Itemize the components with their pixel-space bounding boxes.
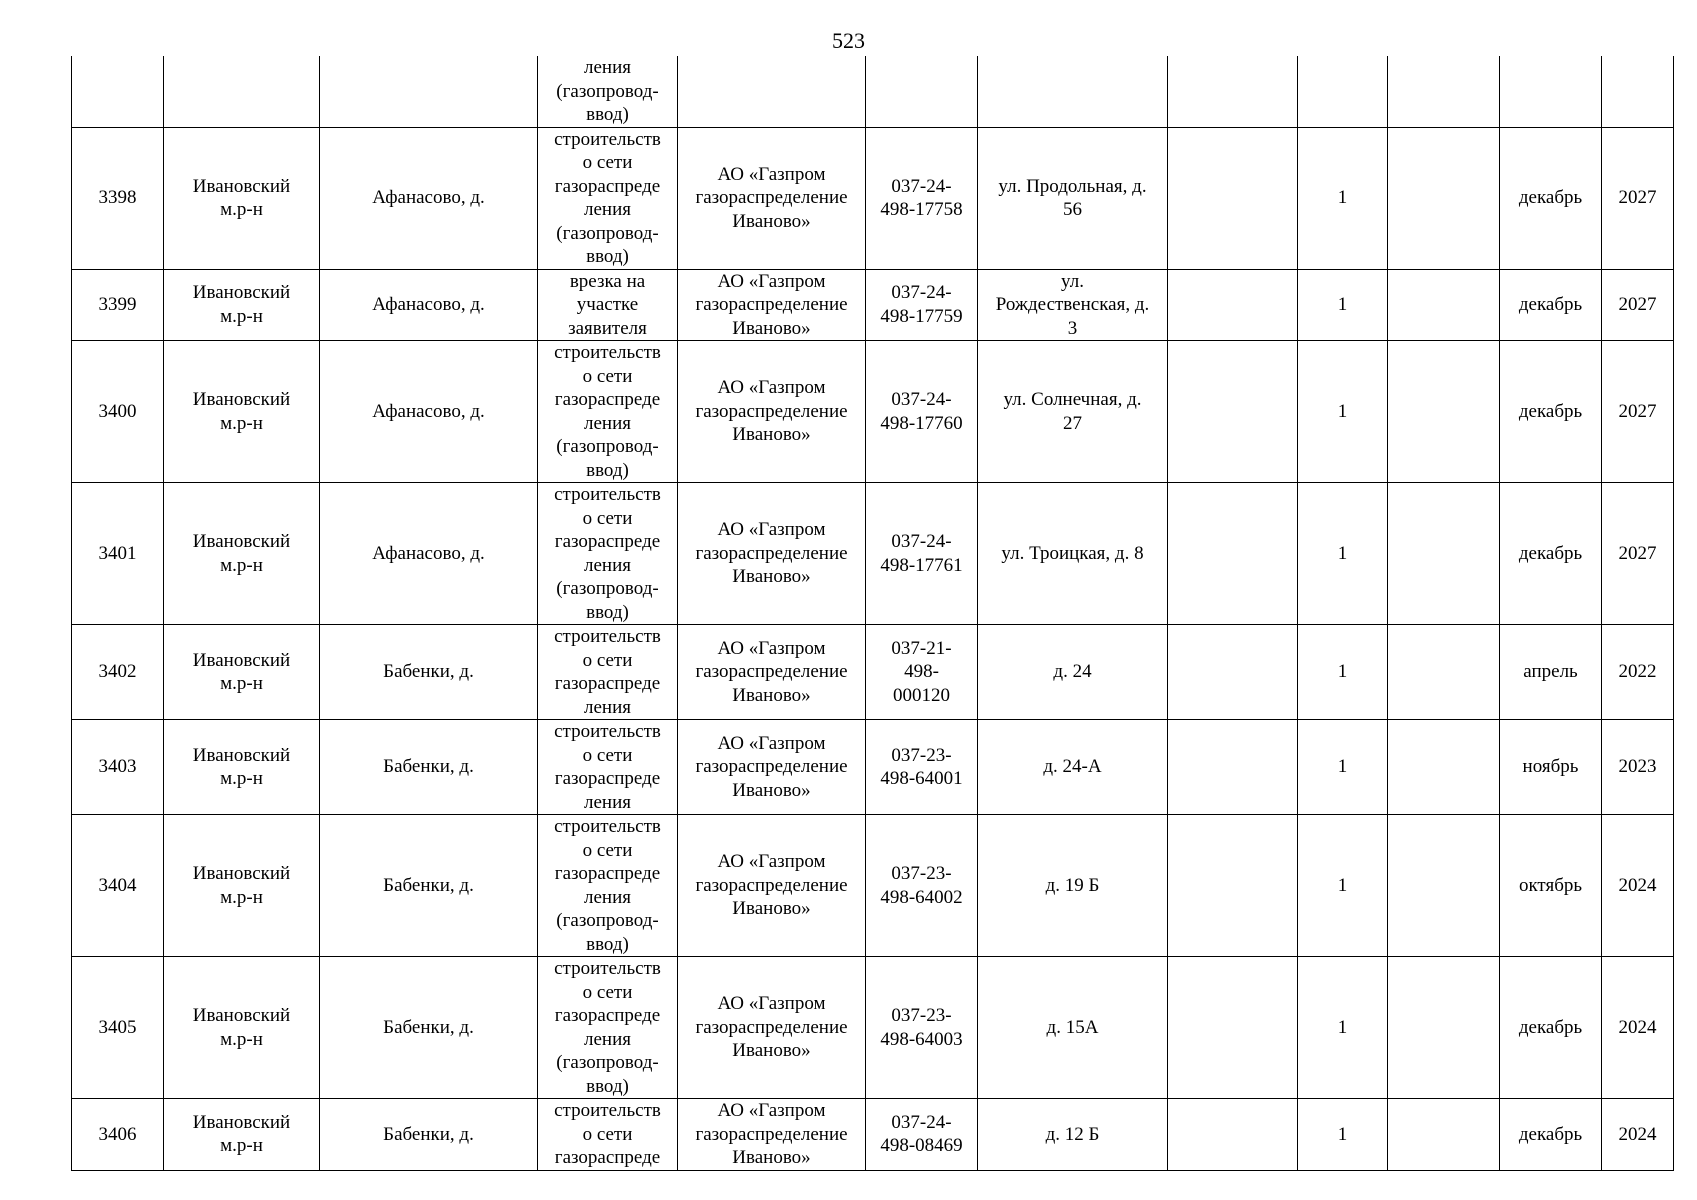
cell-organization: АО «Газпром газораспределение Иваново» [678,625,866,720]
cell-contract-number: 037-24- 498-17761 [866,483,978,625]
cell-organization: АО «Газпром газораспределение Иваново» [678,341,866,483]
table-row [72,341,1674,483]
cell-month: октябрь [1500,815,1602,957]
cell-month: декабрь [1500,1099,1602,1171]
table-row [72,127,1674,269]
cell-empty [1168,1099,1298,1171]
cell-num: 3403 [72,720,164,815]
cell-empty [1388,815,1500,957]
cell-work-type: строительств о сети газораспреде ления (газопровод- ввод) [538,483,678,625]
cell-year: 2024 [1602,815,1674,957]
cell-contract-number [866,56,978,127]
cell-address: ул. Рождественская, д. 3 [978,269,1168,341]
cell-work-type: ления (газопровод- ввод) [538,56,678,127]
cell-organization: АО «Газпром газораспределение Иваново» [678,815,866,957]
cell-locality: Афанасово, д. [320,127,538,269]
cell-contract-number: 037-24- 498-08469 [866,1099,978,1171]
cell-year: 2027 [1602,269,1674,341]
cell-locality: Бабенки, д. [320,720,538,815]
cell-address: д. 12 Б [978,1099,1168,1171]
cell-contract-number: 037-23- 498-64003 [866,957,978,1099]
cell-empty [1168,56,1298,127]
cell-address: ул. Троицкая, д. 8 [978,483,1168,625]
cell-year: 2022 [1602,625,1674,720]
cell-district: Ивановский м.р-н [164,483,320,625]
cell-address: д. 15А [978,957,1168,1099]
cell-organization: АО «Газпром газораспределение Иваново» [678,957,866,1099]
table-row [72,815,1674,957]
cell-empty [1388,483,1500,625]
cell-num: 3398 [72,127,164,269]
cell-organization: АО «Газпром газораспределение Иваново» [678,1099,866,1171]
cell-quantity: 1 [1298,127,1388,269]
cell-num: 3400 [72,341,164,483]
cell-locality: Афанасово, д. [320,483,538,625]
cell-work-type: строительств о сети газораспреде ления (газопровод- ввод) [538,341,678,483]
cell-empty [1388,720,1500,815]
cell-locality: Афанасово, д. [320,269,538,341]
table-row [72,1099,1674,1171]
cell-contract-number: 037-23- 498-64001 [866,720,978,815]
cell-quantity [1298,56,1388,127]
cell-locality: Бабенки, д. [320,815,538,957]
cell-locality [320,56,538,127]
cell-locality: Бабенки, д. [320,625,538,720]
cell-address: ул. Солнечная, д. 27 [978,341,1168,483]
cell-month: декабрь [1500,483,1602,625]
cell-num: 3402 [72,625,164,720]
cell-work-type: врезка на участке заявителя [538,269,678,341]
cell-district [164,56,320,127]
cell-month [1500,56,1602,127]
cell-empty [1168,269,1298,341]
cell-quantity: 1 [1298,957,1388,1099]
cell-district: Ивановский м.р-н [164,625,320,720]
cell-empty [1388,957,1500,1099]
cell-address: д. 19 Б [978,815,1168,957]
cell-district: Ивановский м.р-н [164,341,320,483]
cell-num: 3405 [72,957,164,1099]
cell-organization: АО «Газпром газораспределение Иваново» [678,720,866,815]
cell-month: декабрь [1500,341,1602,483]
cell-organization: АО «Газпром газораспределение Иваново» [678,483,866,625]
cell-district: Ивановский м.р-н [164,720,320,815]
cell-district: Ивановский м.р-н [164,957,320,1099]
cell-district: Ивановский м.р-н [164,1099,320,1171]
cell-work-type: строительств о сети газораспреде ления (газопровод- ввод) [538,957,678,1099]
cell-address: д. 24 [978,625,1168,720]
table-row [72,625,1674,720]
cell-quantity: 1 [1298,720,1388,815]
cell-contract-number: 037-21- 498- 000120 [866,625,978,720]
cell-year: 2024 [1602,1099,1674,1171]
table-row-continued [72,56,1674,127]
cell-empty [1388,341,1500,483]
cell-num: 3406 [72,1099,164,1171]
cell-year: 2027 [1602,127,1674,269]
cell-empty [1168,483,1298,625]
cell-empty [1168,341,1298,483]
data-table [71,56,1674,1171]
cell-district: Ивановский м.р-н [164,815,320,957]
cell-num: 3399 [72,269,164,341]
cell-quantity: 1 [1298,625,1388,720]
table-row [72,720,1674,815]
cell-work-type: строительств о сети газораспреде ления (газопровод- ввод) [538,815,678,957]
cell-contract-number: 037-24- 498-17760 [866,341,978,483]
cell-empty [1388,269,1500,341]
table-row [72,957,1674,1099]
cell-work-type: строительств о сети газораспреде ления [538,625,678,720]
cell-district: Ивановский м.р-н [164,269,320,341]
cell-num: 3404 [72,815,164,957]
cell-year: 2027 [1602,341,1674,483]
cell-month: декабрь [1500,957,1602,1099]
cell-num: 3401 [72,483,164,625]
cell-quantity: 1 [1298,483,1388,625]
cell-empty [1388,127,1500,269]
cell-address [978,56,1168,127]
cell-quantity: 1 [1298,1099,1388,1171]
cell-quantity: 1 [1298,341,1388,483]
cell-organization [678,56,866,127]
cell-locality: Бабенки, д. [320,1099,538,1171]
cell-month: апрель [1500,625,1602,720]
cell-month: декабрь [1500,127,1602,269]
cell-locality: Афанасово, д. [320,341,538,483]
cell-empty [1388,56,1500,127]
table-row [72,269,1674,341]
cell-address: ул. Продольная, д. 56 [978,127,1168,269]
cell-empty [1168,127,1298,269]
cell-work-type: строительств о сети газораспреде [538,1099,678,1171]
cell-quantity: 1 [1298,269,1388,341]
cell-work-type: строительств о сети газораспреде ления (газопровод- ввод) [538,127,678,269]
cell-month: декабрь [1500,269,1602,341]
page-number: 523 [832,28,865,53]
cell-district: Ивановский м.р-н [164,127,320,269]
cell-empty [1168,957,1298,1099]
cell-contract-number: 037-24- 498-17758 [866,127,978,269]
cell-empty [1388,1099,1500,1171]
cell-month: ноябрь [1500,720,1602,815]
cell-organization: АО «Газпром газораспределение Иваново» [678,269,866,341]
cell-year: 2024 [1602,957,1674,1099]
cell-organization: АО «Газпром газораспределение Иваново» [678,127,866,269]
cell-empty [1168,625,1298,720]
table-row [72,483,1674,625]
cell-address: д. 24-А [978,720,1168,815]
cell-year: 2027 [1602,483,1674,625]
cell-year [1602,56,1674,127]
cell-contract-number: 037-23- 498-64002 [866,815,978,957]
cell-contract-number: 037-24- 498-17759 [866,269,978,341]
cell-num [72,56,164,127]
cell-quantity: 1 [1298,815,1388,957]
table-body [72,56,1674,1170]
cell-work-type: строительств о сети газораспреде ления [538,720,678,815]
cell-empty [1168,720,1298,815]
cell-locality: Бабенки, д. [320,957,538,1099]
cell-year: 2023 [1602,720,1674,815]
cell-empty [1168,815,1298,957]
cell-empty [1388,625,1500,720]
